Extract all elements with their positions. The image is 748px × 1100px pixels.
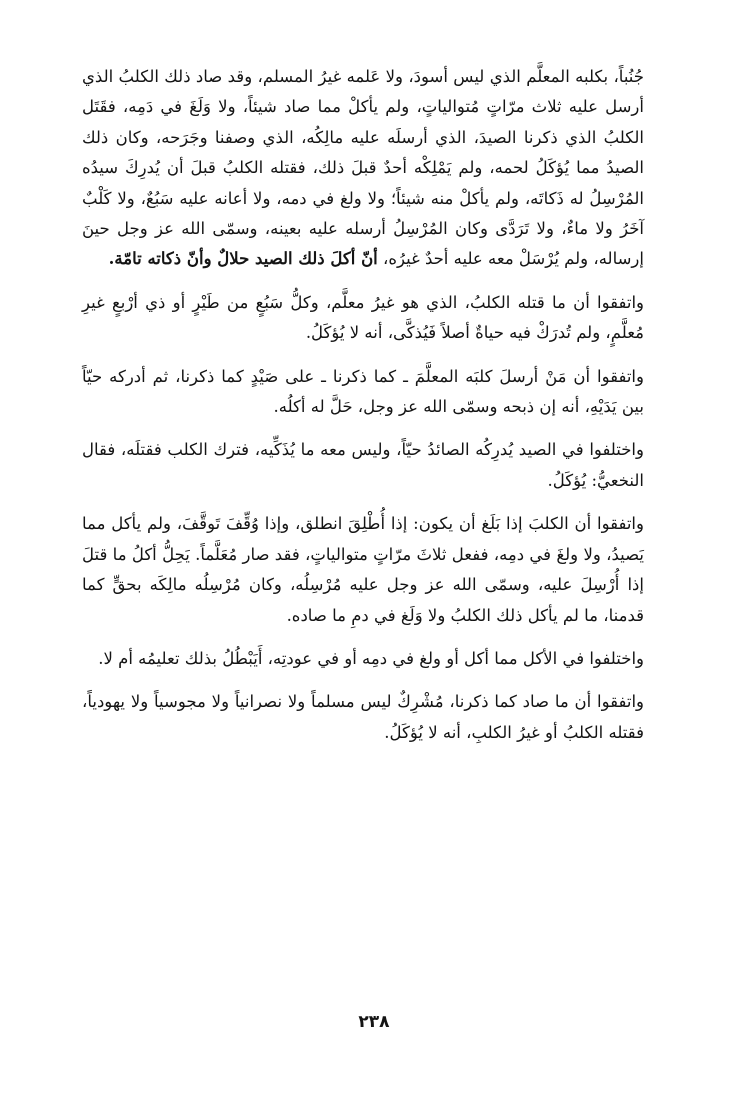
paragraph-7: واتفقوا أن ما صاد كما ذكرنا، مُشْرِكٌ ليس مسلماً ولا نصرانياً ولا مجوسياً ولا يهودياً، فقتله الكلبُ أو غيرُ الكلبِ، أنه لا يُؤكَلُ. (82, 692, 644, 742)
page-number: ٢٣٨ (358, 1012, 390, 1032)
paragraph-2: واتفقوا أن ما قتله الكلبُ، الذي هو غيرُ معلَّم، وكلُّ سَبُعٍ من طَيْرٍ أو ذي أرْبعٍ غيرِ مُعلَّمٍ، ولم تُدرَكْ فيه حياةٌ أصلاً فَيُذكَّى، أنه لا يُؤكَلُ. (82, 292, 644, 343)
paragraph-5: واتفقوا أن الكلبَ إذا بَلَغ أن يكون: إذا أُطْلِقَ انطلق، وإذا وُقِّفَ تَوقَّفَ، ولم يأكل مما يَصيدُ، ولا ولغَ في دمِه، ففعل ثلاثَ مرّاتٍ متوالياتٍ، فقد صار مُعَلَّماً. يَحِلُّ أكلُ ما قتلَ إذا أُرْسِلَ عليه، وسمّى الله عز وجل عليه مُرْسِلُه، وكان مُرْسِلُه مالِكَه بحقٍّ كما قدمنا، ما لم يأكل ذلك الكلبُ ولا وَلَغ في دمِ ما صاده. (82, 514, 644, 625)
paragraph-3: واتفقوا أن مَنْ أرسلَ كلبَه المعلَّمَ ـ كما ذكرنا ـ على صَيْدٍ كما ذكرنا، ثم أدركه حيّاً بين يَدَيْهِ، أنه إن ذبحه وسمّى الله عز وجل، حَلَّ له أكلُه. (82, 366, 644, 417)
paragraph-1 (82, 62, 644, 275)
paragraph-1-emphasis: أنّ أكلَ ذلك الصيد حلالٌ وأنّ ذكاته تامّة. (108, 249, 378, 269)
paragraph-1-text: جُنُباً، بكلبه المعلَّم الذي ليس أسودَ، ولا عَلمه غيرُ المسلم، وقد صاد ذلك الكلبُ الذي أرسل عليه ثلاث مرّاتٍ مُتوالياتٍ، ولم يأكلْ مما صاد شيئاً، ولا وَلَغَ في دَمِه، فقَتَل الكلبُ الذي ذكرنا الصيدَ، الذي أرسلَه عليه مالِكُه، الذي وصفنا وجَرَحه، وكان ذلك الصيدُ مما يُؤكَلُ لحمه، ولم يَمْلِكْه أحدٌ قبلَ ذلك، فقتله الكلبُ قبلَ أن يُدرِكَ سيدُه المُرْسِلُ له ذَكاتَه، ولم يأكلْ منه شيئاً؛ ولا ولغ في دمه، ولا أعانه عليه سَبُعٌ، ولا كَلْبٌ آخَرُ ولا ماءٌ، ولا تَرَدَّى وكان المُرْسِلُ أرسله عليه بعينه، وسمّى الله عز وجل حينَ إرساله، ولم يُرْسَلْ معه عليه أحدٌ غيرُه، (82, 67, 644, 269)
paragraph-4: واختلفوا في الصيد يُدرِكُه الصائدُ حيّاً، وليس معه ما يُذَكِّيه، فترك الكلب فقتلَه، فقال النخعيُّ: يُؤكَلُ. (82, 440, 644, 490)
book-page (82, 62, 644, 748)
paragraph-6: واختلفوا في الأكل مما أكل أو ولغ في دمِه أو في عودتِه، أَيَبْطُلُ بذلك تعليمُه أم لا. (98, 648, 644, 668)
